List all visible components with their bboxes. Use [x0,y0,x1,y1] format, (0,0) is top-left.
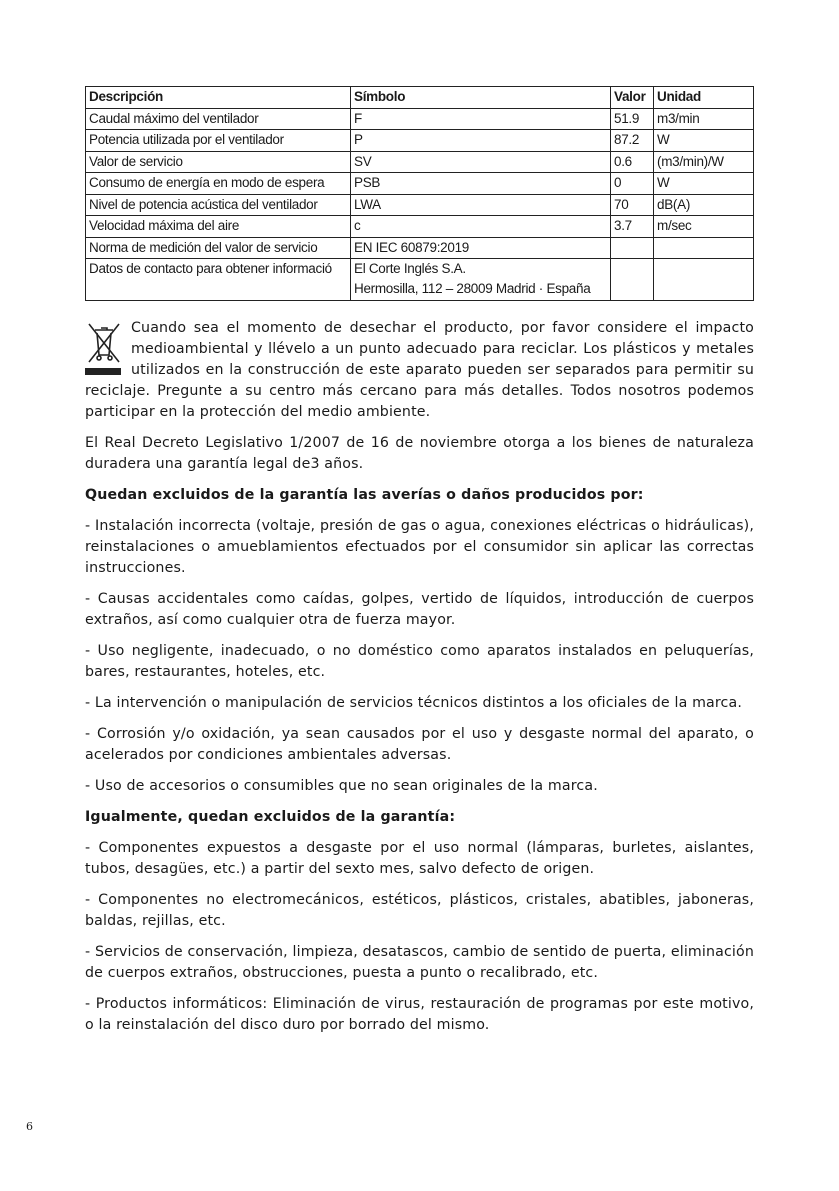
table-cell: m/sec [654,216,754,238]
table-cell: 70 [611,194,654,216]
table-cell: Nivel de potencia acústica del ventilador [86,194,351,216]
table-row [86,237,754,259]
table-cell: P [351,130,611,152]
table-cell: dB(A) [654,194,754,216]
paragraph: - Instalación incorrecta (voltaje, presión de gas o agua, conexiones eléctricas o hidráulicas), reinstalaciones o amueblamientos efectuados por el consumidor sin aplicar las correctas instrucciones. [85,518,754,576]
page-number: 6 [26,1120,33,1133]
paragraph: - La intervención o manipulación de servicios técnicos distintos a los oficiales de la marca. [85,695,743,711]
paragraph: - Componentes no electromecánicos, estéticos, plásticos, cristales, abatibles, jaboneras, baldas, rejillas, etc. [85,892,754,929]
table-cell: 0.6 [611,151,654,173]
table-cell: 0 [611,173,654,195]
table-cell: Unidad [654,87,754,109]
table-cell: PSB [351,173,611,195]
table-row [86,173,754,195]
table-row [86,130,754,152]
table-cell [611,259,654,301]
paragraph: - Causas accidentales como caídas, golpes, vertido de líquidos, introducción de cuerpos extraños, así como cualquier otra de fuerza mayor. [85,591,754,628]
paragraph: El Real Decreto Legislativo 1/2007 de 16 de noviembre otorga a los bienes de naturaleza duradera una garantía legal de3 años. [85,435,754,472]
paragraph-text: Cuando sea el momento de desechar el producto, por favor considere el impacto medioambiental y llévelo a un punto adecuado para reciclar. Los plásticos y metales utilizados en la construcción de este aparato pueden ser separados para permitir su reciclaje. Pregunte a su centro más cercano para más detalles. Todos nosotros podemos participar en la protección del medio ambiente. [85,320,754,420]
table-cell: (m3/min)/W [654,151,754,173]
table-cell: W [654,130,754,152]
table-cell: Potencia utilizada por el ventilador [86,130,351,152]
paragraph: - Uso negligente, inadecuado, o no doméstico como aparatos instalados en peluquerías, bares, restaurantes, hoteles, etc. [85,643,754,680]
table-row-contact [86,259,754,301]
table-cell: Datos de contacto para obtener informació [86,259,351,301]
table-cell [654,237,754,259]
table-cell: Norma de medición del valor de servicio [86,237,351,259]
table-cell: c [351,216,611,238]
table-cell [654,259,754,301]
table-row [86,216,754,238]
table-cell: 87.2 [611,130,654,152]
table-cell [351,259,611,301]
paragraph: - Corrosión y/o oxidación, ya sean causados por el uso y desgaste normal del aparato, o acelerados por condiciones ambientales adversas. [85,726,754,763]
warranty-text [85,318,754,1046]
contact-line: Hermosilla, 112 – 28009 Madrid · España [354,281,591,296]
specs-table [85,86,754,301]
section-heading: Quedan excluidos de la garantía las averías o daños producidos por: [85,487,644,503]
paragraph: - Servicios de conservación, limpieza, desatascos, cambio de sentido de puerta, eliminación de cuerpos extraños, obstrucciones, puesta a punto o recalibrado, etc. [85,944,754,981]
paragraph [85,318,754,423]
table-row [86,108,754,130]
table-cell [611,237,654,259]
table-cell: Descripción [86,87,351,109]
table-cell: 3.7 [611,216,654,238]
table-cell: SV [351,151,611,173]
paragraph: - Componentes expuestos a desgaste por el uso normal (lámparas, burletes, aislantes, tubos, desagües, etc.) a partir del sexto mes, salvo defecto de origen. [85,840,754,877]
table-cell: 51.9 [611,108,654,130]
table-cell: Valor de servicio [86,151,351,173]
table-cell: Velocidad máxima del aire [86,216,351,238]
table-header-row [86,87,754,109]
table-cell: LWA [351,194,611,216]
weee-bin-icon [85,320,123,378]
table-cell: Valor [611,87,654,109]
paragraph: - Uso de accesorios o consumibles que no sean originales de la marca. [85,778,598,794]
contact-line: El Corte Inglés S.A. [354,261,466,276]
table-cell: EN IEC 60879:2019 [351,237,611,259]
table-cell: Caudal máximo del ventilador [86,108,351,130]
paragraph: - Productos informáticos: Eliminación de virus, restauración de programas por este motivo, o la reinstalación del disco duro por borrado del mismo. [85,996,754,1033]
table-cell: m3/min [654,108,754,130]
table-cell: W [654,173,754,195]
table-row [86,151,754,173]
table-row [86,194,754,216]
section-heading: Igualmente, quedan excluidos de la garantía: [85,809,456,825]
table-cell: Consumo de energía en modo de espera [86,173,351,195]
table-cell: Símbolo [351,87,611,109]
table-cell: F [351,108,611,130]
